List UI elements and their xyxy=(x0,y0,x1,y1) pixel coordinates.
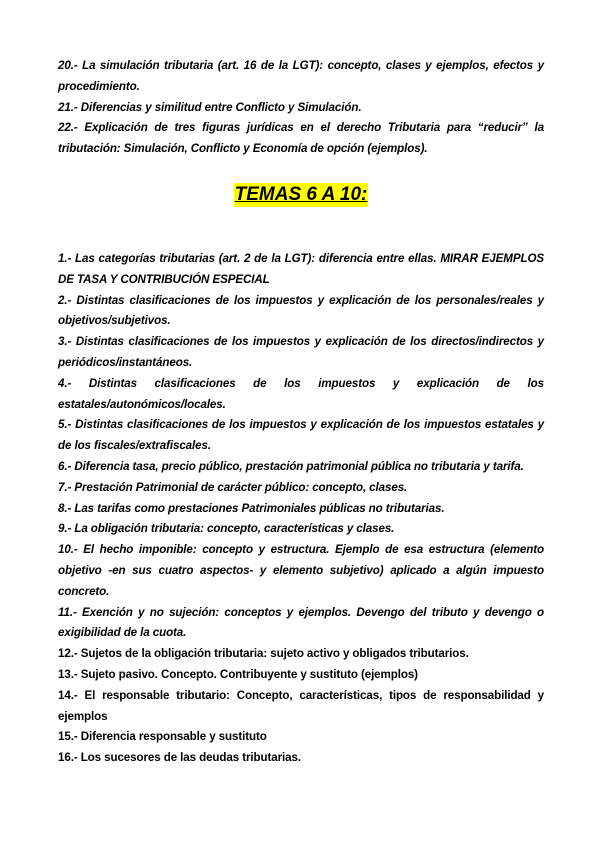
list-item-10: 10.- El hecho imponible: concepto y estructura. Ejemplo de esa estructura (elemento objetivo -en sus cuatro aspectos- y elemento subjetivo) aplicado a algún impuesto concreto. xyxy=(58,543,544,598)
list-item-14: 14.- El responsable tributario: Concepto, características, tipos de responsabilidad y ejemplos xyxy=(58,688,544,723)
list-item-15: 15.- Diferencia responsable y sustituto xyxy=(58,730,267,744)
section-heading: TEMAS 6 A 10: xyxy=(234,183,368,205)
list-item-21: 21.- Diferencias y similitud entre Conflicto y Simulación. xyxy=(58,100,362,114)
list-item-5: 5.- Distintas clasificaciones de los impuestos y explicación de los impuestos estatales y de los fiscales/extrafiscales. xyxy=(58,418,544,453)
list-item-1: 1.- Las categorías tributarias (art. 2 de la LGT): diferencia entre ellas. MIRAR EJEMPLOS DE TASA Y CONTRIBUCIÓN ESPECIAL xyxy=(58,251,544,286)
list-item-9: 9.- La obligación tributaria: concepto, características y clases. xyxy=(58,522,395,536)
list-item-13: 13.- Sujeto pasivo. Concepto. Contribuyente y sustituto (ejemplos) xyxy=(58,667,418,681)
list-item-20: 20.- La simulación tributaria (art. 16 de la LGT): concepto, clases y ejemplos, efectos y procedimiento. xyxy=(58,59,544,93)
list-item-3: 3.- Distintas clasificaciones de los impuestos y explicación de los directos/indirectos y periódicos/instantáneos. xyxy=(58,335,544,369)
list-item-22: 22.- Explicación de tres figuras jurídicas en el derecho Tributaria para “reducir” la tributación: Simulación, Conflicto y Economía de opción (ejemplos). xyxy=(58,121,544,156)
list-item-7: 7.- Prestación Patrimonial de carácter público: concepto, clases. xyxy=(58,480,408,494)
list-item-11: 11.- Exención y no sujeción: conceptos y ejemplos. Devengo del tributo y devengo o exigibilidad de la cuota. xyxy=(58,605,544,640)
list-item-8: 8.- Las tarifas como prestaciones Patrimoniales públicas no tributarias. xyxy=(58,501,445,515)
list-item-4: 4.- Distintas clasificaciones de los impuestos y explicación de los estatales/autonómicos/locales. xyxy=(58,376,544,411)
list-item-2: 2.- Distintas clasificaciones de los impuestos y explicación de los personales/reales y objetivos/subjetivos. xyxy=(58,293,544,328)
list-item-12: 12.- Sujetos de la obligación tributaria: sujeto activo y obligados tributarios. xyxy=(58,647,469,661)
section-heading-wrapper xyxy=(58,183,544,211)
list-item-16: 16.- Los sucesores de las deudas tributarias. xyxy=(58,751,301,765)
list-item-6: 6.- Diferencia tasa, precio público, prestación patrimonial pública no tributaria y tarifa. xyxy=(58,459,524,473)
document-page xyxy=(58,56,544,769)
